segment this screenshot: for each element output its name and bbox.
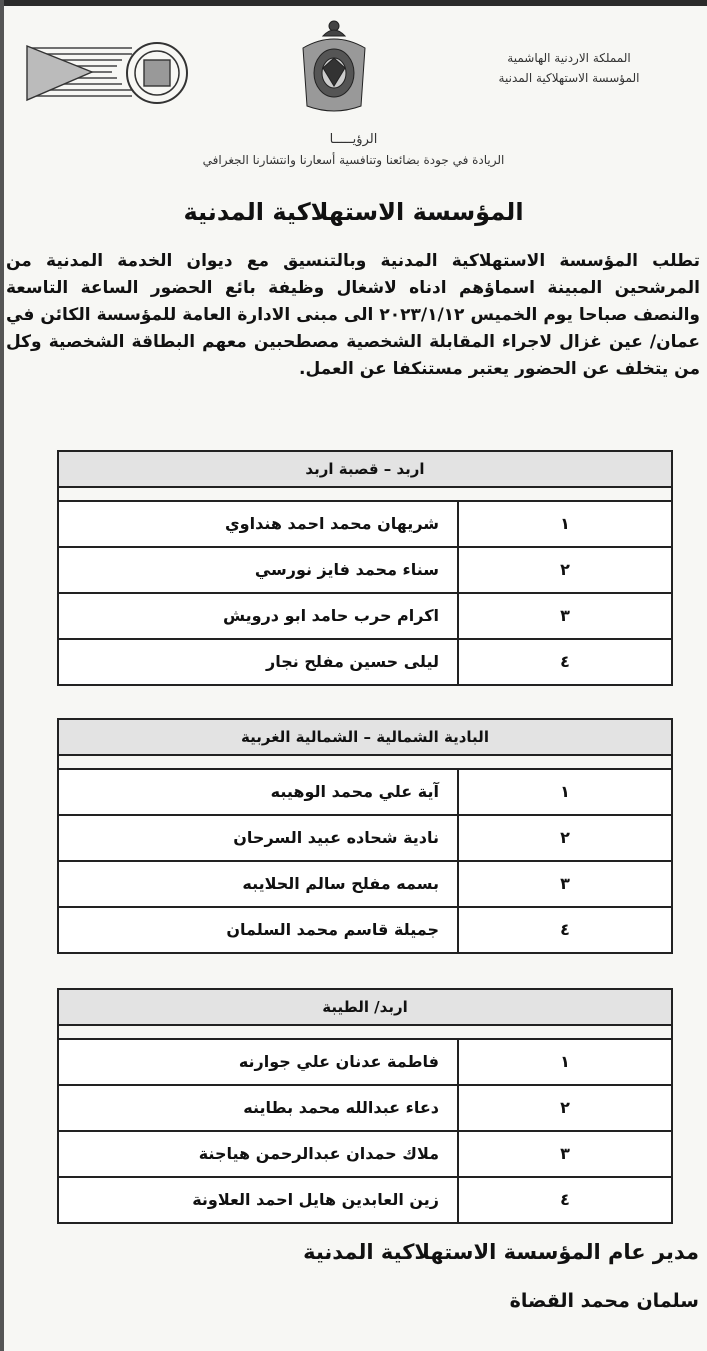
table-row xyxy=(59,1086,671,1132)
candidates-table-irbid-qasaba xyxy=(57,450,673,686)
row-number: ١ xyxy=(560,782,570,801)
candidates-table-northern-badia xyxy=(57,718,673,954)
table-header: اربد – قصبة اربد xyxy=(59,452,671,488)
top-border xyxy=(0,0,707,6)
header xyxy=(0,10,707,125)
table-row xyxy=(59,502,671,548)
table-row xyxy=(59,594,671,640)
notice-paragraph: تطلب المؤسسة الاستهلاكية المدنية وبالتنسيق مع ديوان الخدمة المدنية من المرشحين المبينة اسماؤهم ادناه لاشغال وظيفة بائع الحضور الساعة التاسعة والنصف صباحا يوم الخميس ٢٠٢٣/١/١٢ الى مبنى الادارة العامة للمؤسسة الكائن في عمان/ عين غزال لاجراء المقابلة الشخصية مصطحبين معهم البطاقة الشخصية وكل من يتخلف عن الحضور يعتبر مستنكفا عن العمل. xyxy=(6,251,700,379)
row-number: ٣ xyxy=(560,1144,570,1163)
candidate-name: فاطمة عدنان علي جوارنه xyxy=(59,1040,459,1084)
vision-title: الرؤيـــــا xyxy=(329,132,378,147)
table-row xyxy=(59,908,671,952)
corporation-name: المؤسسة الاستهلاكية المدنية xyxy=(498,71,640,85)
table-row xyxy=(59,770,671,816)
table-row xyxy=(59,1178,671,1222)
row-number: ١ xyxy=(560,1052,570,1071)
candidate-name: زين العابدين هايل احمد العلاونة xyxy=(59,1178,459,1222)
table-header: البادية الشمالية – الشمالية الغربية xyxy=(59,720,671,756)
row-number: ٢ xyxy=(560,828,570,847)
row-number: ٢ xyxy=(560,1098,570,1117)
table-row xyxy=(59,1132,671,1178)
row-number: ٣ xyxy=(560,606,570,625)
row-number: ٤ xyxy=(560,920,570,939)
candidate-name: شريهان محمد احمد هنداوي xyxy=(59,502,459,546)
row-number: ١ xyxy=(560,514,570,533)
candidate-name: بسمه مفلح سالم الحلايبه xyxy=(59,862,459,906)
signature-title: مدير عام المؤسسة الاستهلاكية المدنية xyxy=(303,1240,699,1264)
table-row xyxy=(59,640,671,684)
government-header xyxy=(469,48,669,88)
table-row xyxy=(59,1040,671,1086)
kingdom-name: المملكة الاردنية الهاشمية xyxy=(507,51,631,65)
vision-text: الريادة في جودة بضائعنا وتنافسية أسعارنا وانتشارنا الجغرافي xyxy=(202,153,505,167)
row-number: ٢ xyxy=(560,560,570,579)
table-header: اربد/ الطيبة xyxy=(59,990,671,1026)
candidates-table-irbid-taybeh xyxy=(57,988,673,1224)
consumer-corporation-logo xyxy=(22,40,202,110)
candidate-name: ملاك حمدان عبدالرحمن هياجنة xyxy=(59,1132,459,1176)
signature-name: سلمان محمد القضاة xyxy=(509,1290,699,1312)
table-row xyxy=(59,816,671,862)
main-title: المؤسسة الاستهلاكية المدنية xyxy=(183,198,524,226)
table-row xyxy=(59,862,671,908)
candidate-name: نادية شحاده عبيد السرحان xyxy=(59,816,459,860)
candidate-name: جميلة قاسم محمد السلمان xyxy=(59,908,459,952)
vision-statement xyxy=(0,130,707,170)
candidate-name: دعاء عبدالله محمد بطاينه xyxy=(59,1086,459,1130)
row-number: ٤ xyxy=(560,1190,570,1209)
row-number: ٤ xyxy=(560,652,570,671)
row-number: ٣ xyxy=(560,874,570,893)
candidate-name: اكرام حرب حامد ابو درويش xyxy=(59,594,459,638)
candidate-name: ليلى حسين مفلح نجار xyxy=(59,640,459,684)
jordan-coat-of-arms-icon xyxy=(293,18,375,118)
table-row xyxy=(59,548,671,594)
candidate-name: آية علي محمد الوهيبه xyxy=(59,770,459,814)
candidate-name: سناء محمد فايز نورسي xyxy=(59,548,459,592)
